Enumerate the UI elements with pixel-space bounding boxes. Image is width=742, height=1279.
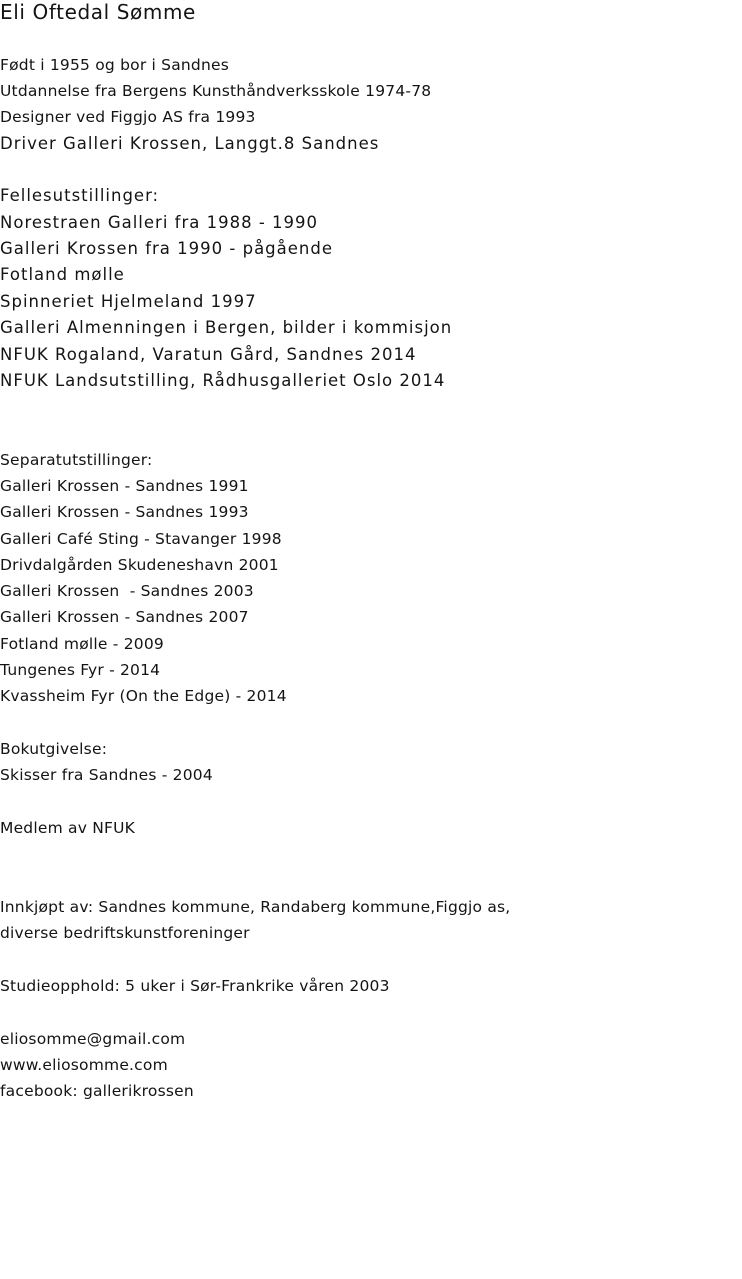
group-exhibition-item: Fotland mølle (0, 265, 125, 284)
bio-line: Født i 1955 og bor i Sandnes (0, 56, 229, 74)
solo-exhibition-item: Galleri Krossen - Sandnes 2007 (0, 608, 249, 626)
group-exhibition-item: NFUK Landsutstilling, Rådhusgalleriet Oslo 2014 (0, 371, 446, 390)
solo-exhibitions-heading: Separatutstillinger: (0, 451, 153, 469)
publications-heading: Bokutgivelse: (0, 740, 108, 758)
artist-name: Eli Oftedal Sømme (0, 0, 196, 24)
group-exhibition-item: Galleri Almenningen i Bergen, bilder i kommisjon (0, 318, 453, 337)
group-exhibition-item: NFUK Rogaland, Varatun Gård, Sandnes 2014 (0, 345, 417, 364)
study-stay: Studieopphold: 5 uker i Sør-Frankrike våren 2003 (0, 977, 390, 995)
group-exhibition-item: Spinneriet Hjelmeland 1997 (0, 292, 257, 311)
group-exhibition-item: Galleri Krossen fra 1990 - pågående (0, 239, 333, 258)
solo-exhibition-item: Galleri Krossen - Sandnes 1991 (0, 477, 249, 495)
solo-exhibition-item: Galleri Krossen - Sandnes 2003 (0, 582, 254, 600)
bio-line: Utdannelse fra Bergens Kunsthåndverksskole 1974-78 (0, 82, 432, 100)
website-link[interactable]: www.eliosomme.com (0, 1056, 168, 1074)
facebook-link[interactable]: facebook: gallerikrossen (0, 1082, 194, 1100)
email-link[interactable]: eliosomme@gmail.com (0, 1030, 186, 1048)
solo-exhibition-item: Fotland mølle - 2009 (0, 635, 164, 653)
solo-exhibition-item: Galleri Café Sting - Stavanger 1998 (0, 530, 282, 548)
bio-line: Driver Galleri Krossen, Langgt.8 Sandnes (0, 134, 380, 153)
purchased-by-line: Innkjøpt av: Sandnes kommune, Randaberg kommune,Figgjo as, (0, 898, 511, 916)
group-exhibition-item: Norestraen Galleri fra 1988 - 1990 (0, 213, 319, 232)
membership: Medlem av NFUK (0, 819, 136, 837)
solo-exhibition-item: Drivdalgården Skudeneshavn 2001 (0, 556, 279, 574)
solo-exhibition-item: Galleri Krossen - Sandnes 1993 (0, 503, 249, 521)
solo-exhibition-item: Tungenes Fyr - 2014 (0, 661, 161, 679)
publication-item: Skisser fra Sandnes - 2004 (0, 766, 213, 784)
solo-exhibition-item: Kvassheim Fyr (On the Edge) - 2014 (0, 687, 287, 705)
bio-line: Designer ved Figgjo AS fra 1993 (0, 108, 256, 126)
group-exhibitions-heading: Fellesutstillinger: (0, 186, 160, 205)
purchased-by-line: diverse bedriftskunstforeninger (0, 924, 250, 942)
